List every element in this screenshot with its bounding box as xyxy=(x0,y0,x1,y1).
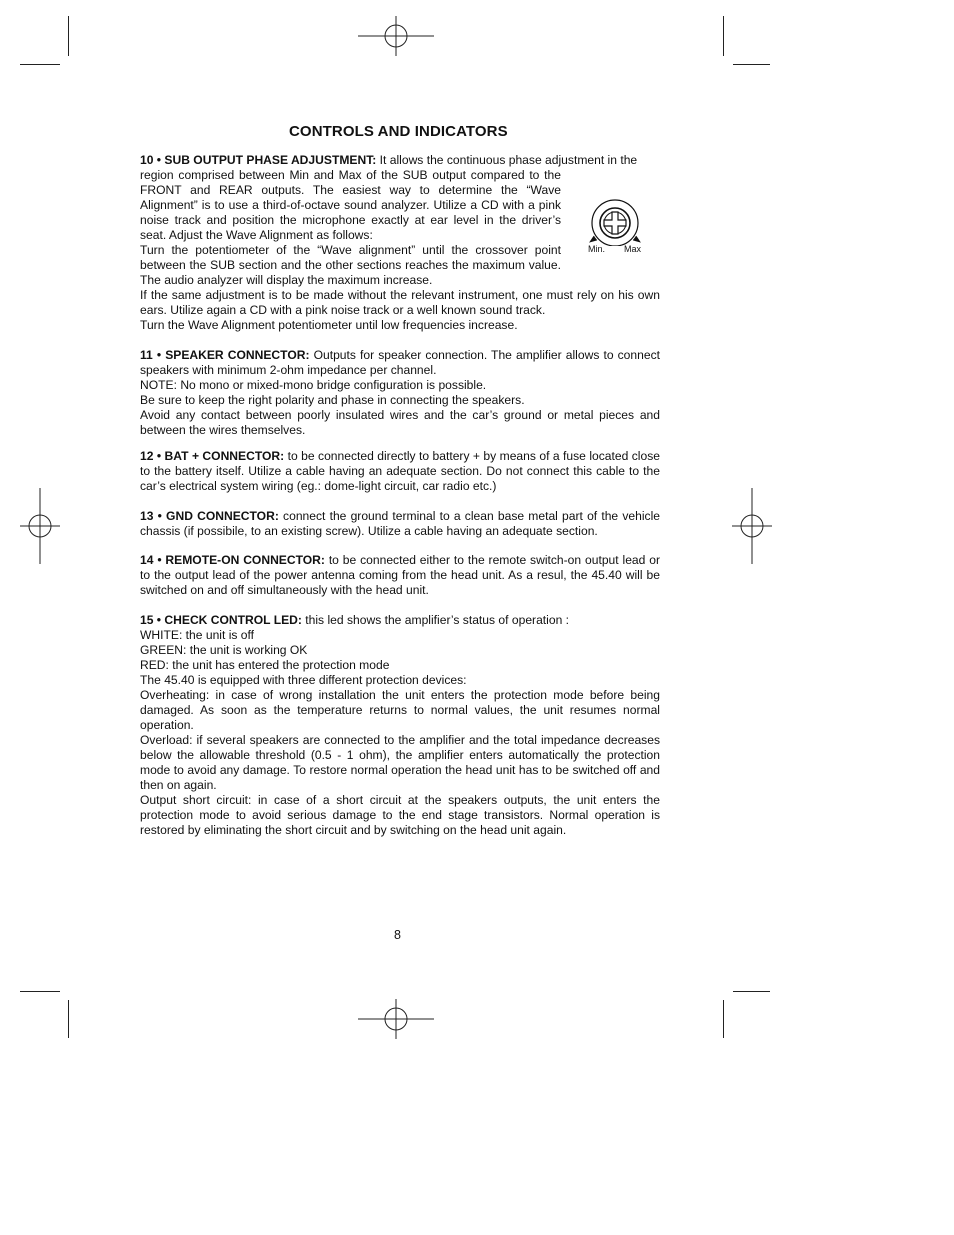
paragraph: region comprised between Min and Max of the SUB output compared to the FRONT and REAR outputs. The easiest way to determine the “Wave Alignment” is to use a third-of-octave sound analyzer. Utilize a CD with a pink noise track and position the microphone exactly at ear level in the driver’s seat. Adjust the Wave Alignment as follows: xyxy=(140,168,561,242)
paragraph: 14 • REMOTE-ON CONNECTOR: to be connected either to the remote switch-on output lead or to the output lead of the power antenna coming from the head unit. As a resul, the 45.40 will be switched on and off simultaneously with the head unit. xyxy=(140,553,660,597)
paragraph: 12 • BAT + CONNECTOR: to be connected directly to battery + by means of a fuse located close to the battery itself. Utilize a cable having an adequate section. Do not connect this cable to the car’s electrical system wiring (eg.: dome-light circuit, car radio etc.) xyxy=(140,449,660,493)
registration-mark-icon xyxy=(358,16,434,56)
paragraph: NOTE: No mono or mixed-mono bridge configuration is possible. xyxy=(140,378,487,392)
section-11-heading: 11 • SPEAKER CONNECTOR: xyxy=(140,348,310,362)
paragraph: Turn the potentiometer of the “Wave alignment” until the crossover point between the SUB section and the other sections reaches the maximum value. The audio analyzer will display the maximum increase. xyxy=(140,243,561,287)
section-14-heading: 14 • REMOTE-ON CONNECTOR: xyxy=(140,553,325,567)
page-title: CONTROLS AND INDICATORS xyxy=(289,123,508,140)
paragraph: Overload: if several speakers are connected to the amplifier and the total impedance decreases below the allowable threshold (0.5 - 1 ohm), the amplifier enters automatically the protection mode to avoid any damage. To restore normal operation the head unit has to be switched off and then on again. xyxy=(140,733,660,792)
registration-mark-icon xyxy=(358,999,434,1039)
knob-max-label: Max xyxy=(624,244,642,254)
paragraph: Overheating: in case of wrong installation the unit enters the protection mode before being damaged. As soon as the temperature returns to normal values, the unit resumes normal operation. xyxy=(140,688,660,732)
potentiometer-icon xyxy=(582,198,654,246)
wave-alignment-knob-figure xyxy=(582,198,654,262)
paragraph: 11 • SPEAKER CONNECTOR: Outputs for speaker connection. The amplifier allows to connect speakers with minimum 2-ohm impedance per channel. xyxy=(140,348,660,377)
registration-mark-icon xyxy=(732,488,772,564)
section-15 xyxy=(140,613,660,838)
paragraph: 15 • CHECK CONTROL LED: this led shows the amplifier’s status of operation : xyxy=(140,613,570,627)
section-13-heading: 13 • GND CONNECTOR: xyxy=(140,509,279,523)
paragraph: If the same adjustment is to be made without the relevant instrument, one must rely on his own ears. Utilize again a CD with a pink noise track or a well known sound track. xyxy=(140,288,660,317)
paragraph: The 45.40 is equipped with three different protection devices: xyxy=(140,673,467,687)
crop-mark xyxy=(723,16,724,56)
section-10-narrow-column xyxy=(140,168,561,288)
crop-mark xyxy=(20,991,60,992)
paragraph: Turn the Wave Alignment potentiometer until low frequencies increase. xyxy=(140,318,518,332)
section-11 xyxy=(140,348,660,438)
page-number: 8 xyxy=(394,928,401,942)
paragraph: WHITE: the unit is off xyxy=(140,628,255,642)
paragraph: Be sure to keep the right polarity and phase in connecting the speakers. xyxy=(140,393,525,407)
paragraph: Output short circuit: in case of a short circuit at the speakers outputs, the unit enters the protection mode to avoid serious damage to the end stage transistors. Normal operation is restored by eliminating the short circuit and by switching on the head unit again. xyxy=(140,793,660,837)
section-15-heading: 15 • CHECK CONTROL LED: xyxy=(140,613,302,627)
knob-min-label: Min. xyxy=(588,244,606,254)
section-12-heading: 12 • BAT + CONNECTOR: xyxy=(140,449,285,463)
paragraph: GREEN: the unit is working OK xyxy=(140,643,308,657)
registration-mark-icon xyxy=(20,488,60,564)
crop-mark xyxy=(68,1000,69,1038)
paragraph: RED: the unit has entered the protection mode xyxy=(140,658,390,672)
section-13 xyxy=(140,509,660,539)
section-14 xyxy=(140,553,660,598)
section-10-heading: 10 • SUB OUTPUT PHASE ADJUSTMENT: xyxy=(140,153,377,167)
crop-mark xyxy=(723,1000,724,1038)
section-12 xyxy=(140,449,660,494)
paragraph: Avoid any contact between poorly insulated wires and the car’s ground or metal pieces and between the wires themselves. xyxy=(140,408,660,437)
crop-mark xyxy=(20,64,60,65)
crop-mark xyxy=(733,991,770,992)
section-10-intro: 10 • SUB OUTPUT PHASE ADJUSTMENT: It allows the continuous phase adjustment in the xyxy=(140,153,638,167)
crop-mark xyxy=(733,64,770,65)
crop-mark xyxy=(68,16,69,56)
paragraph: 13 • GND CONNECTOR: connect the ground terminal to a clean base metal part of the vehicle chassis (if possibile, to an existing screw). Utilize a cable having an adequate section. xyxy=(140,509,660,538)
